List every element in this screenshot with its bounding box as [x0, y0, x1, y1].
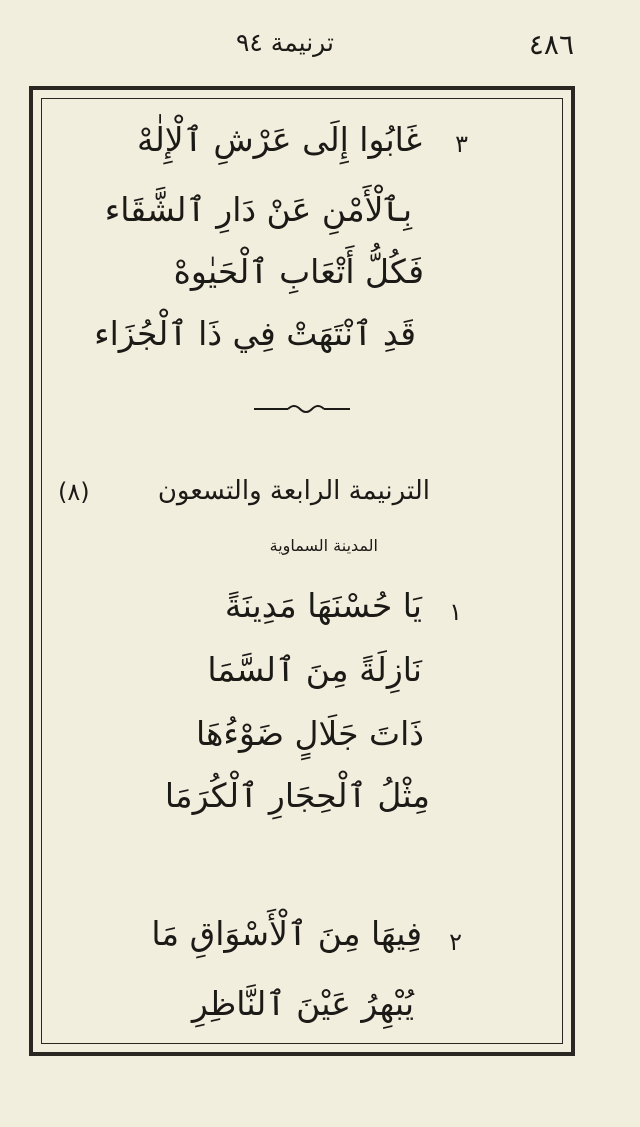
stanza-1-line-3: ذَاتَ جَلَالٍ ضَوْءُهَا — [195, 714, 424, 753]
running-title: ترنيمة ٩٤ — [236, 28, 334, 57]
stanza-3-line-1: غَابُوا إِلَى عَرْشِ ٱلْإِلٰهْ — [137, 120, 422, 159]
page-border — [29, 86, 575, 1056]
stanza-2-line-2: يُبْهِرُ عَيْنَ ٱلنَّاظِرِ — [191, 984, 414, 1023]
stanza-1-line-4: مِثْلُ ٱلْحِجَارِ ٱلْكُرَمَا — [164, 776, 430, 815]
stanza-1-line-2: نَازِلَةً مِنَ ٱلسَّمَا — [207, 650, 422, 689]
stanza-3-line-3: فَكُلُّ أَتْعَابِ ٱلْحَيٰوهْ — [173, 252, 424, 291]
stanza-3-line-2: بِٱلْأَمْنِ عَنْ دَارِ ٱلشَّقَاء — [104, 190, 412, 229]
hymn-title: الترنيمة الرابعة والتسعون — [157, 476, 430, 506]
page-number: ٤٨٦ — [528, 28, 574, 61]
stanza-1-number: ١ — [449, 598, 462, 626]
stanza-2-line-1: فِيهَا مِنَ ٱلْأَسْوَاقِ مَا — [151, 914, 422, 953]
section-divider-ornament — [254, 402, 350, 416]
stanza-3-number: ٣ — [455, 130, 468, 158]
stanza-3-line-4: قَدِ ٱنْتَهَتْ فِي ذَا ٱلْجُزَاء — [94, 314, 416, 353]
hymn-number: (٨) — [58, 478, 90, 506]
page-header — [0, 28, 640, 68]
inner-border — [41, 98, 563, 1044]
stanza-1-line-1: يَا حُسْنَهَا مَدِينَةً — [224, 586, 422, 625]
hymn-subtitle: المدينة السماوية — [269, 536, 378, 555]
stanza-2-number: ٢ — [449, 928, 462, 956]
